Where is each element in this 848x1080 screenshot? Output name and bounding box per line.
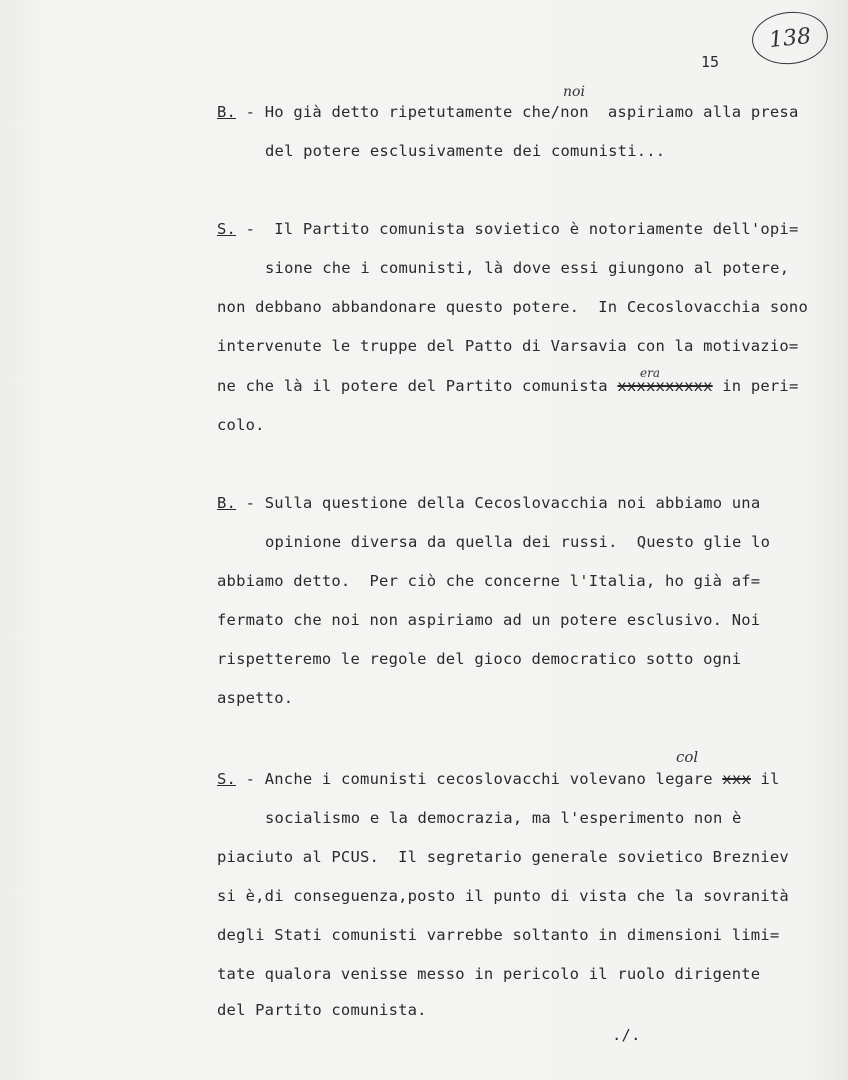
paragraph-2-line-5: ne che là il potere del Partito comunista xxxxxxxxxx in peri= <box>217 377 799 395</box>
paragraph-3-line-2: opinione diversa da quella dei russi. Questo glie lo <box>265 533 771 551</box>
paragraph-3-line-5: rispetteremo le regole del gioco democratico sotto ogni <box>217 650 742 668</box>
archive-number: 138 <box>767 23 813 53</box>
paragraph-3-line-1: B. - Sulla questione della Cecoslovacchia noi abbiamo una <box>217 494 761 512</box>
paragraph-4-line-6: tate qualora venisse messo in pericolo il ruolo dirigente <box>217 965 761 983</box>
page-number: 15 <box>701 53 720 71</box>
paragraph-4-line-4: si è,di conseguenza,posto il punto di vista che la sovranità <box>217 887 789 905</box>
paragraph-4-line-1: S. - Anche i comunisti cecoslovacchi volevano legare xxx il <box>217 770 780 788</box>
paragraph-4-line-7: del Partito comunista. <box>217 1001 427 1019</box>
speaker-label: S. <box>217 220 237 238</box>
paragraph-4-line-5: degli Stati comunisti varrebbe soltanto in dimensioni limi= <box>217 926 780 944</box>
paragraph-2-line-6: colo. <box>217 416 265 434</box>
paragraph-4-line-3: piaciuto al PCUS. Il segretario generale sovietico Brezniev <box>217 848 789 866</box>
continuation-mark: ./. <box>612 1026 641 1044</box>
paragraph-4-line-2: socialismo e la democrazia, ma l'esperimento non è <box>265 809 742 827</box>
speaker-label: S. <box>217 770 237 788</box>
speaker-label: B. <box>217 103 237 121</box>
paragraph-1-line-2: del potere esclusivamente dei comunisti... <box>265 142 666 160</box>
paragraph-2-line-4: intervenute le truppe del Patto di Varsavia con la motivazio= <box>217 337 799 355</box>
speaker-label: B. <box>217 494 237 512</box>
paragraph-2-line-3: non debbano abbandonare questo potere. In Cecoslovacchia sono <box>217 298 808 316</box>
handwritten-insert-era: era <box>640 366 660 380</box>
paragraph-1-line-1: B. - Ho già detto ripetutamente che/non aspiriamo alla presa <box>217 103 799 121</box>
handwritten-insert-col: col <box>676 748 699 766</box>
handwritten-insert-noi: noi <box>563 84 585 100</box>
archive-number-circle <box>749 8 830 68</box>
struck-text: xxxxxxxxxx <box>617 377 713 395</box>
struck-text: xxx <box>722 770 751 788</box>
paragraph-3-line-3: abbiamo detto. Per ciò che concerne l'Italia, ho già af= <box>217 572 761 590</box>
paragraph-3-line-4: fermato che noi non aspiriamo ad un potere esclusivo. Noi <box>217 611 761 629</box>
paragraph-2-line-1: S. - Il Partito comunista sovietico è notoriamente dell'opi= <box>217 220 799 238</box>
paragraph-2-line-2: sione che i comunisti, là dove essi giungono al potere, <box>265 259 790 277</box>
paragraph-3-line-6: aspetto. <box>217 689 294 707</box>
